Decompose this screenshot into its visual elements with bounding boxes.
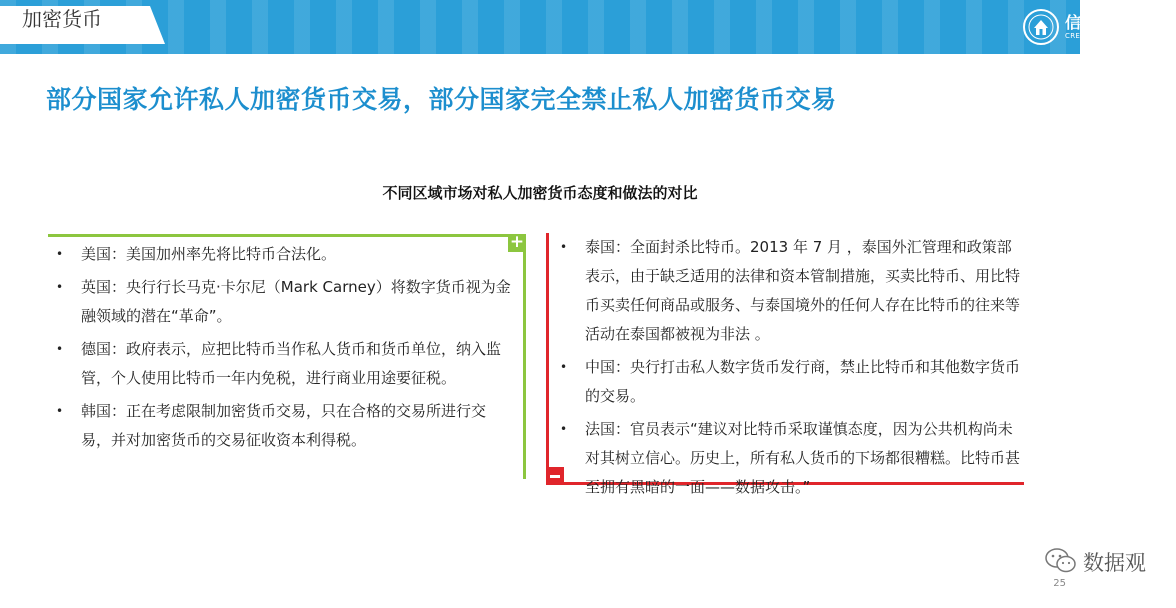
ban-panel	[546, 233, 1024, 496]
ban-list	[560, 233, 1025, 506]
header-band	[0, 0, 1080, 54]
ban-panel-border-left	[546, 233, 549, 485]
list-item: • 中国：央行打击私人数字货币发行商，禁止比特币和其他数字货币的交易。	[560, 353, 1025, 411]
watermark-text: 数据观	[1083, 551, 1146, 575]
brand-name: 信和研究院	[1065, 13, 1151, 32]
seal-logo-icon	[1022, 8, 1060, 46]
allow-list	[56, 240, 511, 459]
page-headline: 部分国家允许私人加密货币交易，部分国家完全禁止私人加密货币交易	[46, 85, 837, 114]
list-item: • 美国：美国加州率先将比特币合法化。	[56, 240, 511, 269]
list-item: • 韩国：正在考虑限制加密货币交易，只在合格的交易所进行交易，并对加密货币的交易征收资本利得税。	[56, 397, 511, 455]
list-item: • 英国：央行行长马克·卡尔尼（Mark Carney）将数字货币视为金融领域的潜在“革命”。	[56, 273, 511, 331]
brand-subtitle: CREDIT HARMONY RESEARCH	[1065, 32, 1176, 40]
list-item: • 泰国：全面封杀比特币。2013 年 7 月 ，泰国外汇管理和政策部表示，由于缺乏适用的法律和资本管制措施，买卖比特币、用比特币买卖任何商品或服务、与泰国境外的任何人存在比特币的往来等活动在泰国都被视为非法 。	[560, 233, 1025, 349]
plus-icon: +	[509, 232, 525, 252]
page-number: 25	[1053, 578, 1066, 589]
section-title: 加密货币	[22, 7, 102, 31]
wechat-icon	[1045, 547, 1077, 575]
comparison-title: 不同区域市场对私人加密货币态度和做法的对比	[382, 184, 698, 202]
allow-panel-border-right	[523, 234, 526, 479]
allow-panel-border-top	[48, 234, 526, 237]
list-item: • 法国：官员表示“建议对比特币采取谨慎态度，因为公共机构尚未对其树立信心。历史上，所有私人货币的下场都很糟糕。比特币甚至拥有黑暗的一面——数据攻击。”	[560, 415, 1025, 502]
list-item: • 德国：政府表示，应把比特币当作私人货币和货币单位，纳入监管，个人使用比特币一年内免税，进行商业用途要征税。	[56, 335, 511, 393]
minus-icon	[546, 467, 564, 485]
allow-panel	[48, 234, 526, 479]
